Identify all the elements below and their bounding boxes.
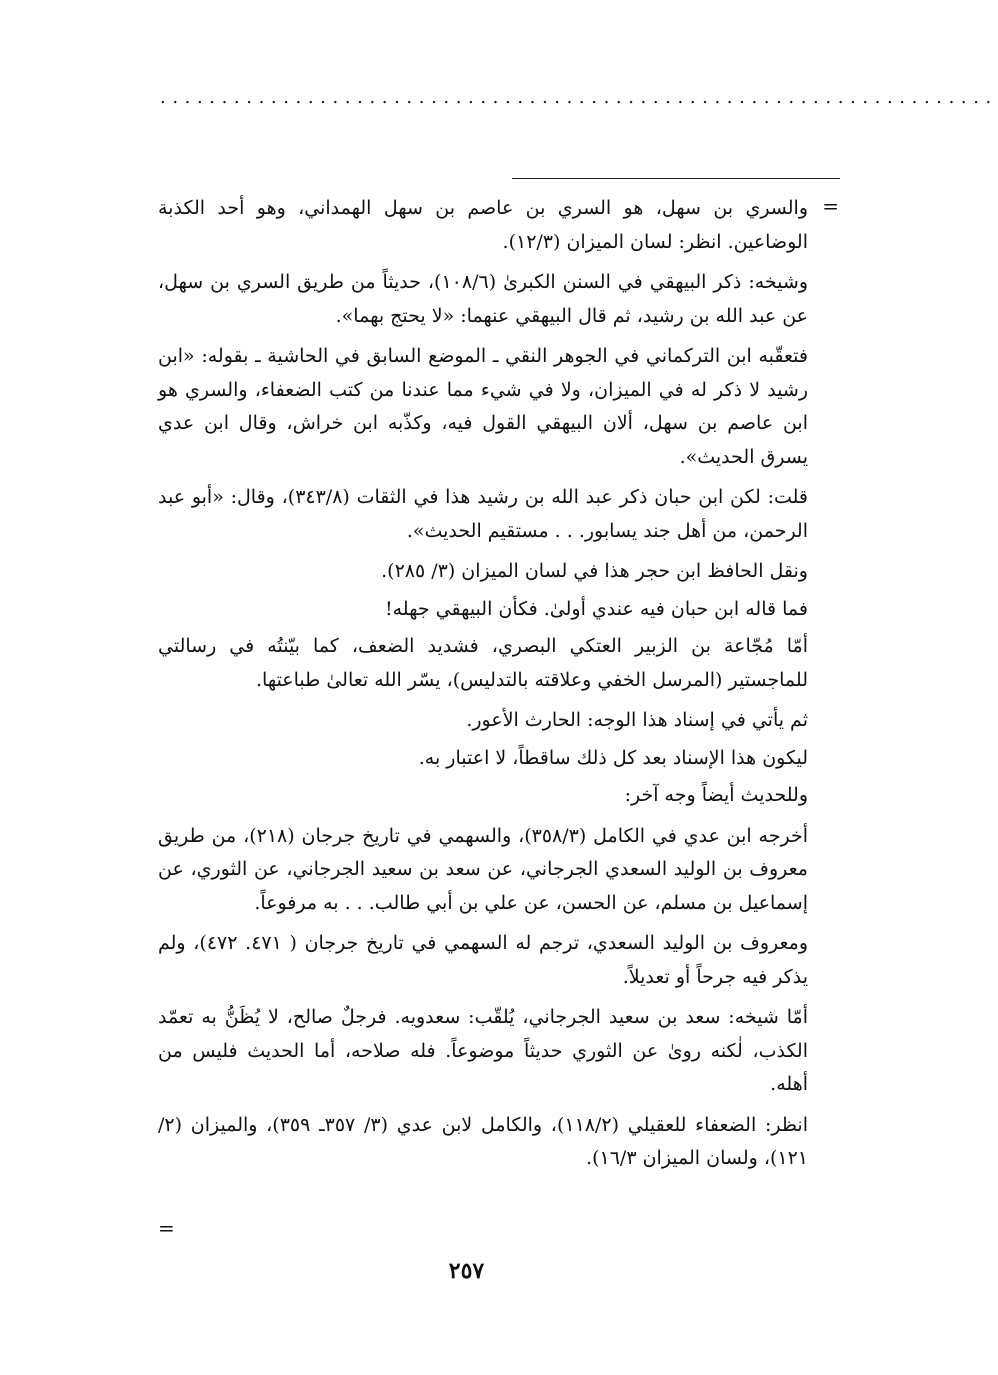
paragraph-sari-ibn-sahl: والسري بن سهل، هو السري بن عاصم بن سهل الهمداني، وهو أحد الكذبة الوضاعين. انظر: لسان الميزان (١٢/٣).	[158, 197, 808, 253]
paragraph-ibn-hibban-thiqat: قلت: لكن ابن حبان ذكر عبد الله بن رشيد هذا في الثقات (٣٤٣/٨)، وقال: «أبو عبد الرحمن، من أهل جند يسابور. . . مستقيم الحديث».	[158, 486, 808, 542]
page-number: ٢٥٧	[448, 1258, 485, 1284]
paragraph-harith-awar: ثم يأتي في إسناد هذا الوجه: الحارث الأعور.	[466, 709, 808, 731]
paragraph-maruf-ibn-walid: ومعروف بن الوليد السعدي، ترجم له السهمي في تاريخ جرجان ( ٤٧١. ٤٧٢)، ولم يذكر فيه جرحاً أو تعديلاً.	[158, 932, 808, 988]
paragraph-shaykh-bayhaqi: وشيخه: ذكر البيهقي في السنن الكبرىٰ (١٠٨/٦)، حديثاً من طريق السري بن سهل، عن عبد الله بن رشيد، ثم قال البيهقي عنهما: «لا يحتج بهما».	[158, 271, 808, 327]
paragraph-ibn-turkmani: فتعقّبه ابن التركماني في الجوهر النقي ـ الموضع السابق في الحاشية ـ بقوله: «ابن رشيد لا ذكر له في الميزان، ولا في شيء مما عندنا من كتب الضعفاء، والسري هو ابن عاصم بن سهل، ألان البيهقي القول فيه، وكذّبه ابن خراش، وقال ابن عدي يسرق الحديث».	[158, 345, 808, 468]
paragraph-ibn-adi-kamil: أخرجه ابن عدي في الكامل (٣٥٨/٣)، والسهمي في تاريخ جرجان (٢١٨)، من طريق معروف بن الوليد السعدي الجرجاني، عن سعد بن سعيد الجرجاني، عن الثوري، عن إسماعيل بن مسلم، عن الحسن، عن علي بن أبي طالب. . . به مرفوعاً.	[158, 824, 808, 914]
header-dotted-line: ....................................................................	[160, 87, 998, 108]
paragraph-conclusion-ibn-hibban: فما قاله ابن حبان فيه عندي أولىٰ. فكأن البيهقي جهله!	[384, 597, 808, 620]
continuation-mark-bottom: =	[158, 1216, 175, 1240]
paragraph-saad-ibn-saeed: أمّا شيخه: سعد بن سعيد الجرجاني، يُلقّب: سعدويه. فرجلٌ صالح، لا يُظَنُّ به تعمّد الكذب، لٰكنه روىٰ عن الثوري حديثاً موضوعاً. فله صلاحه، أما الحديث فليس من أهله.	[158, 1006, 808, 1095]
paragraph-another-route: وللحديث أيضاً وجه آخر:	[624, 784, 808, 806]
paragraph-references: انظر: الضعفاء للعقيلي (١١٨/٢)، والكامل لابن عدي (٣/ ٣٥٧ـ ٣٥٩)، والميزان (٢/ ١٢١)، ولسان الميزان ١٦/٣).	[158, 1113, 808, 1169]
continuation-mark-top: =	[822, 194, 839, 218]
paragraph-mujjaah: أمّا مُجّاعة بن الزبير العتكي البصري، فشديد الضعف، كما بيّنتُه في رسالتي للماجستير (المرسل الخفي وعلاقته بالتدليس)، يسّر الله تعالىٰ طباعتها.	[158, 635, 808, 691]
footnote-text-block	[158, 192, 808, 1183]
paragraph-ibn-hajar: ونقل الحافظ ابن حجر هذا في لسان الميزان (٣/ ٢٨٥).	[381, 560, 808, 582]
footnote-separator-rule	[512, 178, 840, 179]
paragraph-isnad-saqit: ليكون هذا الإسناد بعد كل ذلك ساقطاً، لا اعتبار به.	[418, 746, 808, 769]
